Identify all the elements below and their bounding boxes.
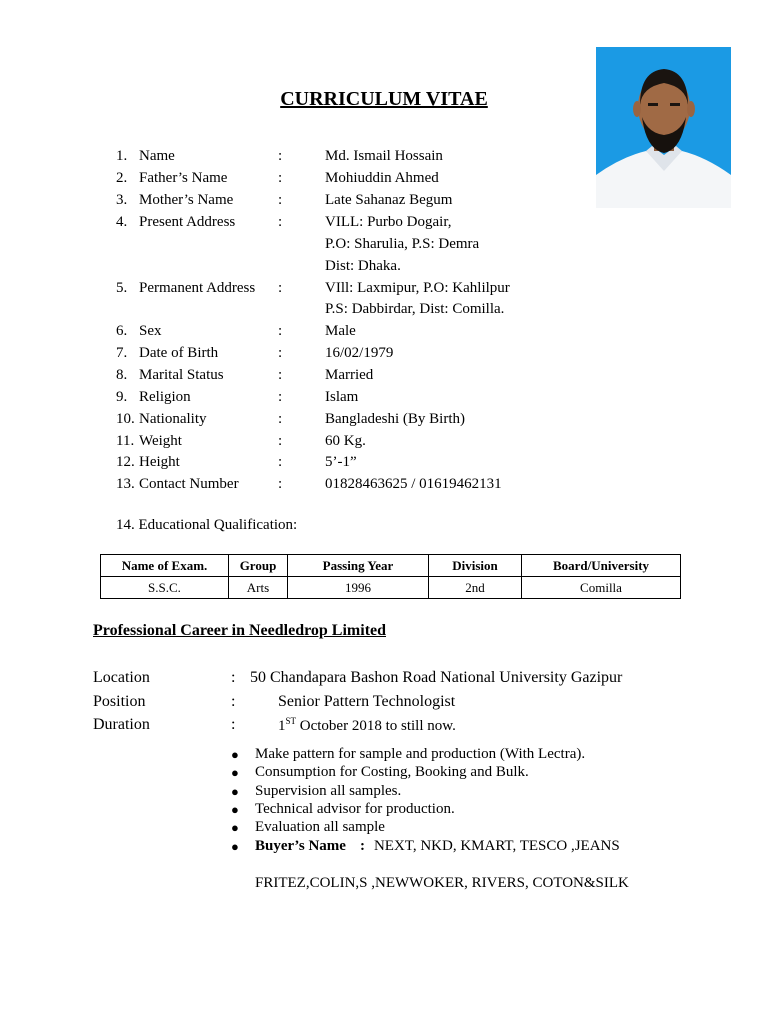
location-value: 50 Chandapara Bashon Road National University Gazipur [250, 669, 623, 686]
field-value: P.S: Dabbirdar, Dist: Comilla. [325, 301, 505, 317]
colon: : [278, 170, 283, 186]
career-location-row [0, 669, 768, 691]
table-header: Name of Exam. [101, 555, 229, 577]
education-label: 14. Educational Qualification: [116, 517, 298, 533]
field-label: Mother’s Name [139, 192, 234, 208]
personal-info-row [0, 212, 768, 234]
field-label: Name [139, 148, 175, 164]
colon: : [278, 367, 283, 383]
personal-info-row [0, 299, 768, 321]
field-label: Nationality [139, 411, 207, 427]
education-table [100, 554, 681, 599]
duration-superscript: ST [285, 716, 297, 726]
bullet-icon: ● [231, 747, 239, 762]
item-number: 5. [116, 280, 128, 296]
colon: : [278, 148, 283, 164]
duration-day: 1 [278, 718, 286, 734]
location-label: Location [93, 669, 150, 686]
field-value: Islam [325, 389, 359, 405]
item-number: 11. [116, 433, 135, 449]
field-label: Religion [139, 389, 191, 405]
field-label: Weight [139, 433, 182, 449]
personal-info-row [0, 387, 768, 409]
personal-info-row [0, 409, 768, 431]
field-label: Marital Status [139, 367, 224, 383]
position-label: Position [93, 693, 146, 710]
colon: : [278, 345, 283, 361]
personal-info-row [0, 452, 768, 474]
field-label: Contact Number [139, 476, 239, 492]
duration-rest: October 2018 to still now. [296, 718, 456, 734]
list-item-text: Technical advisor for production. [255, 801, 455, 817]
field-value: Mohiuddin Ahmed [325, 170, 439, 186]
field-label: Sex [139, 323, 162, 339]
item-number: 13. [116, 476, 135, 492]
personal-info-row [0, 168, 768, 190]
table-cell: S.S.C. [101, 577, 229, 599]
table-cell: Comilla [522, 577, 681, 599]
item-number: 4. [116, 214, 128, 230]
colon: : [231, 693, 236, 710]
table-row [101, 577, 681, 599]
list-item [0, 819, 768, 838]
item-number: 2. [116, 170, 128, 186]
personal-info-row [0, 431, 768, 453]
list-item-text: Supervision all samples. [255, 783, 402, 799]
field-value: 5’-1” [325, 454, 357, 470]
list-item-text: Make pattern for sample and production (With Lectra). [255, 746, 586, 762]
item-number: 10. [116, 411, 135, 427]
field-value: Male [325, 323, 356, 339]
duration-value [278, 716, 456, 735]
colon: : [231, 669, 236, 686]
table-header: Division [429, 555, 522, 577]
table-cell: Arts [229, 577, 288, 599]
personal-info-row [0, 321, 768, 343]
field-value: VIll: Laxmipur, P.O: Kahlilpur [325, 280, 510, 296]
item-number: 6. [116, 323, 128, 339]
colon: : [278, 389, 283, 405]
field-value: VILL: Purbo Dogair, [325, 214, 452, 230]
item-number: 1. [116, 148, 128, 164]
table-header: Board/University [522, 555, 681, 577]
field-value: Late Sahanaz Begum [325, 192, 453, 208]
item-number: 3. [116, 192, 128, 208]
colon: : [278, 323, 283, 339]
table-cell: 1996 [288, 577, 429, 599]
buyers-line [255, 838, 620, 855]
colon: : [231, 716, 236, 733]
list-item [0, 746, 768, 765]
buyers-continuation: FRITEZ,COLIN,S ,NEWWOKER, RIVERS, COTON&SILK [255, 875, 629, 891]
list-item [0, 783, 768, 802]
field-label: Date of Birth [139, 345, 219, 361]
personal-info-row [0, 190, 768, 212]
field-value: 01828463625 / 01619462131 [325, 476, 502, 492]
field-value: 60 Kg. [325, 433, 366, 449]
colon: : [278, 280, 283, 296]
buyers-label: Buyer’s Name [255, 838, 346, 854]
bullet-icon: ● [231, 784, 239, 799]
field-label: Father’s Name [139, 170, 228, 186]
field-value: P.O: Sharulia, P.S: Demra [325, 236, 480, 252]
table-header: Passing Year [288, 555, 429, 577]
career-position-row [0, 693, 768, 715]
item-number: 8. [116, 367, 128, 383]
item-number: 7. [116, 345, 128, 361]
field-label: Present Address [139, 214, 236, 230]
colon: : [278, 454, 283, 470]
position-value: Senior Pattern Technologist [278, 693, 456, 710]
personal-info-row [0, 146, 768, 168]
colon: : [278, 433, 283, 449]
colon: : [278, 192, 283, 208]
field-label: Permanent Address [139, 280, 256, 296]
list-item [0, 801, 768, 820]
colon: : [278, 214, 283, 230]
career-duration-row [0, 716, 768, 738]
buyers-value: NEXT, NKD, KMART, TESCO ,JEANS [373, 838, 620, 854]
field-value: Bangladeshi (By Birth) [325, 411, 465, 427]
document-title: CURRICULUM VITAE [280, 88, 488, 110]
list-item [0, 764, 768, 783]
bullet-icon: ● [231, 765, 239, 780]
field-value: Married [325, 367, 374, 383]
bullet-icon: ● [231, 820, 239, 835]
personal-info-row [0, 474, 768, 496]
personal-info-row [0, 278, 768, 300]
bullet-icon: ● [231, 802, 239, 817]
personal-info-row [0, 234, 768, 256]
field-value: 16/02/1979 [325, 345, 394, 361]
personal-info-row [0, 343, 768, 365]
duration-label: Duration [93, 716, 150, 733]
table-cell: 2nd [429, 577, 522, 599]
personal-info-row [0, 256, 768, 278]
item-number: 12. [116, 454, 135, 470]
list-item-text: Consumption for Costing, Booking and Bulk. [255, 764, 529, 780]
colon: : [278, 411, 283, 427]
colon: : [278, 476, 283, 492]
field-value: Dist: Dhaka. [325, 258, 401, 274]
personal-info-row [0, 365, 768, 387]
buyers-list-item [0, 838, 768, 857]
field-value: Md. Ismail Hossain [325, 148, 443, 164]
list-item-text: Evaluation all sample [255, 819, 385, 835]
item-number: 9. [116, 389, 128, 405]
field-label: Height [139, 454, 180, 470]
career-heading: Professional Career in Needledrop Limited [93, 622, 387, 639]
table-header: Group [229, 555, 288, 577]
bullet-icon: ● [231, 839, 239, 854]
table-header-row [101, 555, 681, 577]
buyers-colon: : [359, 838, 365, 854]
